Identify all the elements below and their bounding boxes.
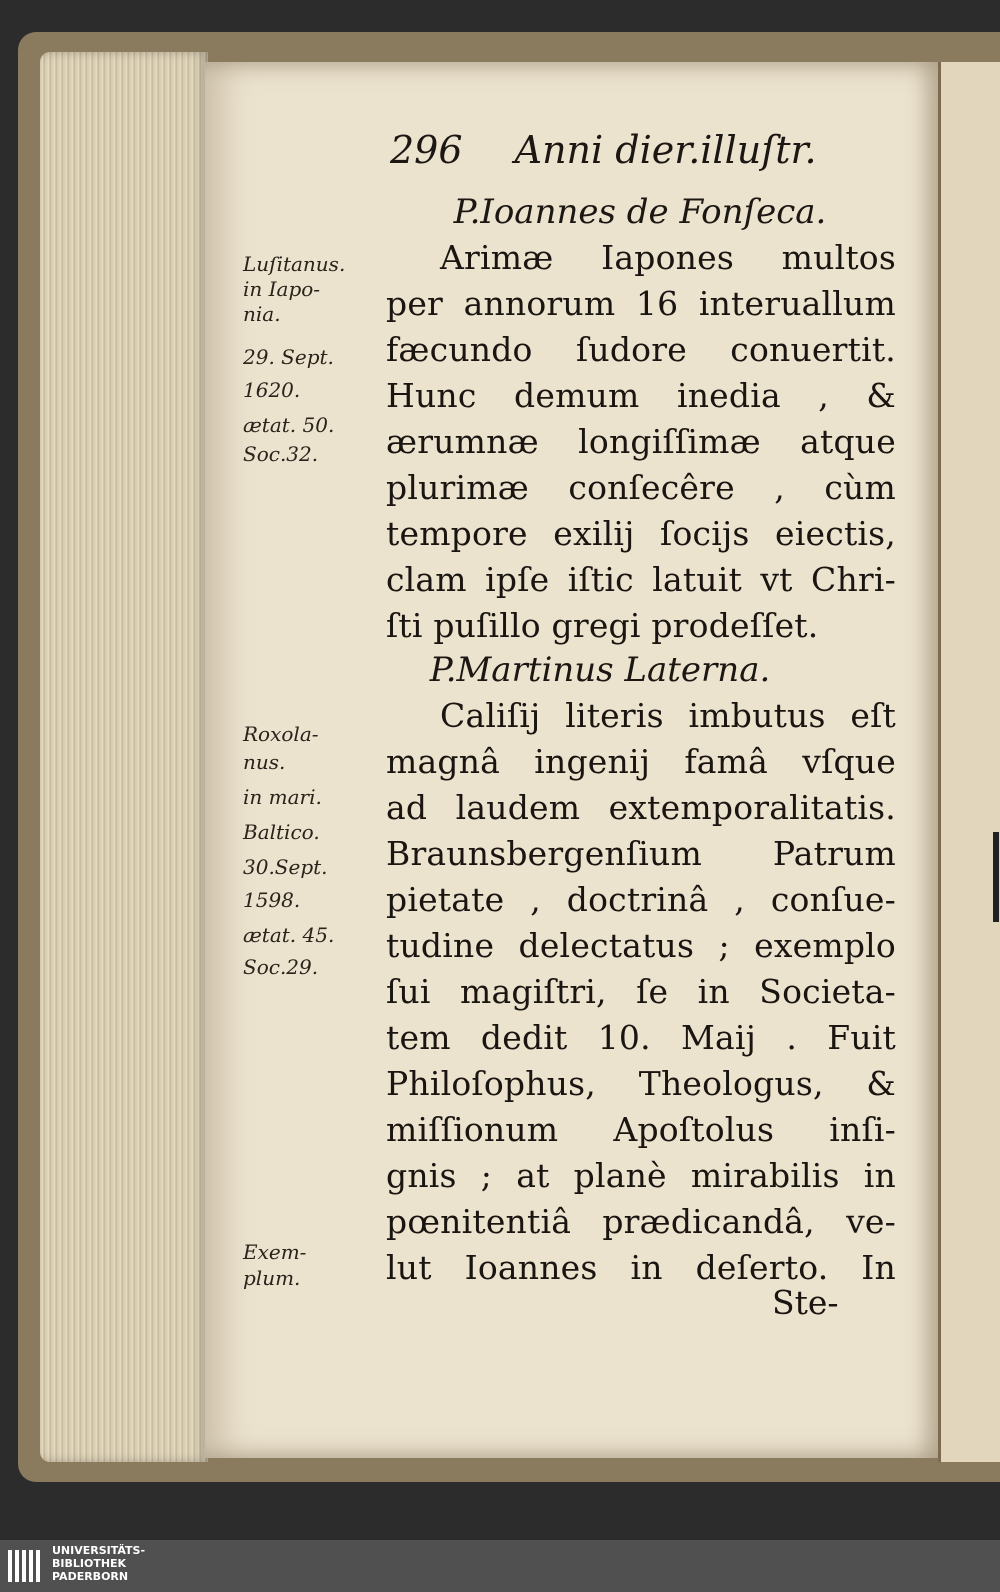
text-line: ſti puſillo gregi prodeſſet. [386,606,819,645]
text-line: ærumnæ longiſſimæ atque [386,422,896,461]
text-line: tempore exilij ſocijs eiectis, [386,514,896,553]
entry-heading: P.Martinus Laterna. [429,650,771,690]
footer-bar [0,1540,1000,1592]
page-number: 296 [390,128,463,172]
text-line: miſſionum Apoſtolus inſi- [386,1110,896,1149]
library-name: UNIVERSITÄTS- BIBLIOTHEK PADERBORN [52,1544,146,1583]
text-line: tudine delectatus ; exemplo [386,926,896,965]
text-line: plurimæ conſecêre , cùm [386,468,896,507]
text-line: Caliſij literis imbutus eſt [440,696,896,735]
text-line: tem dedit 10. Maij . Fuit [386,1018,896,1057]
text-line: clam ipſe iſtic latuit vt Chri- [386,560,896,599]
text-line: Hunc demum inedia , & [386,376,896,415]
running-title: Anni dier.illuſtr. [514,128,817,172]
text-line: pietate , doctrinâ , conſue- [386,880,896,919]
text-line: pœnitentiâ prædicandâ, ve- [386,1202,896,1241]
right-page-mark [993,832,999,922]
university-library-logo-icon [6,1546,46,1586]
scanned-book-page: 296 Anni dier.illuſtr. P.Ioannes de Fonſeca. Luſitanus. in Iapo- nia. 29. Sept. 1620. ætat. 50. Soc.32. Arimæ Iapones multos per annorum 16 interuallum fæcundo ſudore conuertit. Hunc demum inedia , & ærumnæ longiſſimæ atque plurimæ conſecêre , cùm tempore exilij ſocijs eiectis, clam ipſe iſtic latuit vt Chri- ſti puſillo gregi prodeſſet. P.Martinus Laterna. Roxola- nus. in mari. Baltico. 30.Sept. 1598. ætat. 45. Soc.29. Caliſij literis imbutus eſt magnâ ingenij famâ vſque ad laudem extemporalitatis. Braunsbergenſium Patrum pietate , doctrinâ , conſue- tudine delectatus ; exemplo ſui magiſtri, ſe in Societa- tem dedit 10. Maij . Fuit Philoſophus, Theologus, & miſſionum Apoſtolus inſi- gnis ; at planè mirabilis in pœnitentiâ prædicandâ, ve- lut Ioannes in deſerto. In Exem- plum. Ste- UNIVERSITÄTS- BIBLIOTHEK PADERBORN [0,0,1000,1592]
text-line: lut Ioannes in deſerto. In [386,1248,896,1287]
page-edges [40,52,208,1462]
text-line: fæcundo ſudore conuertit. [386,330,896,369]
right-page-edge [938,62,1000,1462]
text-line: per annorum 16 interuallum [386,284,896,323]
text-line: gnis ; at planè mirabilis in [386,1156,896,1195]
text-line: Arimæ Iapones multos [440,238,896,277]
text-line: Braunsbergenſium Patrum [386,834,896,873]
entry-heading: P.Ioannes de Fonſeca. [453,192,827,232]
text-line: Philoſophus, Theologus, & [386,1064,896,1103]
text-line: ad laudem extemporalitatis. [386,788,896,827]
text-line: magnâ ingenij famâ vſque [386,742,896,781]
text-line: ſui magiſtri, ſe in Societa- [386,972,896,1011]
running-head [390,128,850,172]
catchword: Ste- [772,1283,839,1322]
